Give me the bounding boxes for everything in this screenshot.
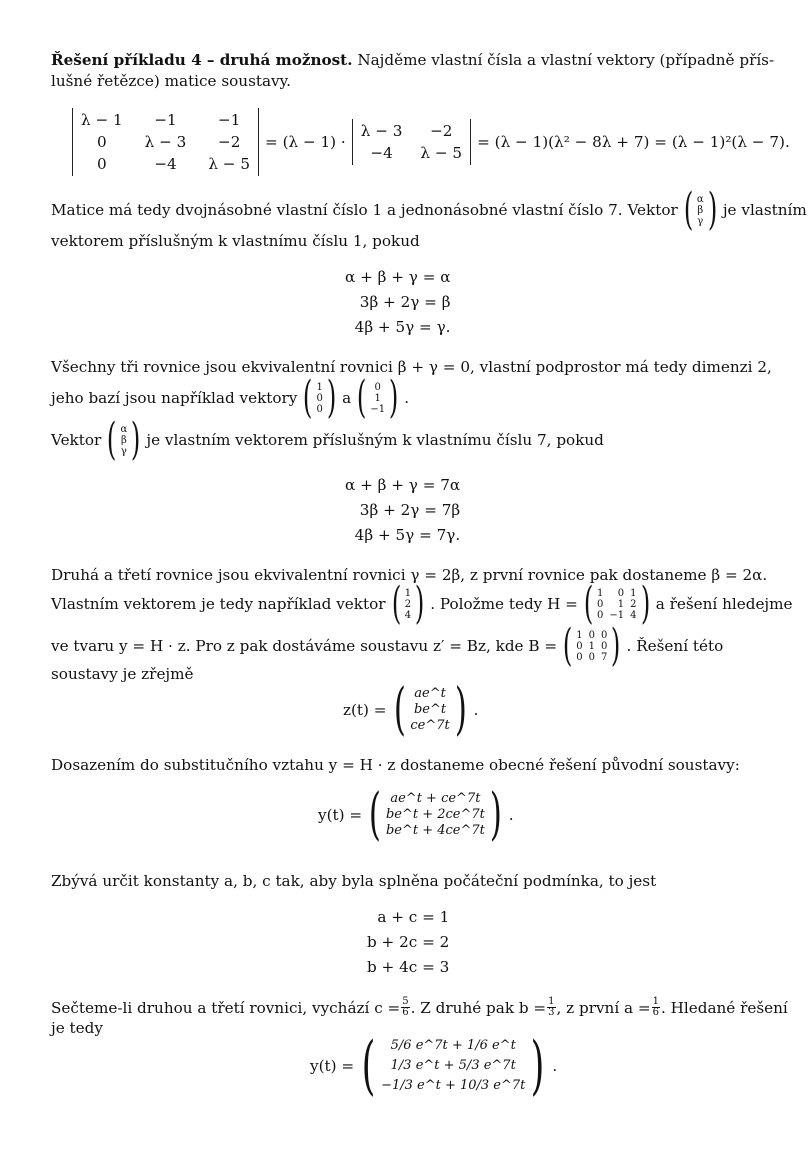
para7-line-2: je tedy (51, 1019, 103, 1037)
cell: −2 (217, 133, 241, 151)
entry: β (697, 204, 704, 216)
equation: 3β + 2γ = 7β (359, 501, 461, 519)
fraction-a (652, 997, 660, 1018)
text: . Hledané řešení (661, 998, 788, 1017)
entry: 1 (404, 587, 412, 599)
text: je vlastním (722, 201, 807, 219)
vector: ( ae^t + ce^7t be^t + 2ce^7t be^t + 4ce^7t ) (369, 782, 502, 847)
entry: 0 (601, 629, 608, 641)
entry: 0 (617, 587, 625, 599)
entry: 0 (597, 598, 604, 610)
para2-line-1: Všechny tři rovnice jsou ekvivalentní rovnici β + γ = 0, vlastní podprostor má tedy dimenzi 2, (51, 358, 772, 376)
entry: 2 (404, 598, 412, 610)
cell: −1 (154, 111, 177, 129)
text: je vlastním vektorem příslušným k vlastnímu číslu 7, pokud (146, 431, 604, 449)
cell: −4 (154, 155, 177, 173)
entry: 1 (617, 598, 625, 610)
cell: λ − 5 (208, 155, 251, 173)
num: 5 (402, 996, 409, 1007)
num: 1 (548, 996, 555, 1007)
cell: 0 (97, 155, 107, 173)
text: Sečteme-li druhou a třetí rovnici, vychází c = (51, 998, 401, 1017)
entry: ae^t + ce^7t (390, 791, 481, 806)
entry: 1 (597, 587, 604, 599)
equation-system-1 (345, 265, 451, 340)
entry: ce^7t (410, 718, 450, 733)
para2-line-2 (51, 372, 410, 423)
equation: α + β + γ = α (345, 268, 451, 286)
entry: 0 (316, 392, 323, 404)
characteristic-polynomial: = (λ − 1)(λ² − 8λ + 7) = (λ − 1)²(λ − 7). (477, 133, 790, 151)
para4-line-2 (51, 578, 793, 629)
para7-line-1 (51, 996, 788, 1018)
cell: −1 (217, 111, 241, 129)
eigenvector-7: ( 1 2 4 ) (391, 578, 425, 629)
entry: 0 (576, 651, 583, 663)
equation-system-2 (345, 473, 460, 548)
cell: λ − 5 (420, 144, 463, 162)
text: . (404, 389, 410, 407)
equation: α + β + γ = 7α (345, 476, 461, 494)
entry: 0 (588, 651, 595, 663)
entry: −1 (609, 609, 625, 621)
matrix-H: ( 1 0 1 0 1 2 0 −1 4 ) (583, 578, 650, 629)
vector: ( 5/6 e^7t + 1/6 e^t 1/3 e^t + 5/3 e^7t −1/3 e^t + 10/3 e^7t ) (361, 1029, 545, 1103)
entry: 1 (374, 392, 381, 404)
cell: λ − 3 (144, 133, 187, 151)
entry: −1 (370, 403, 386, 415)
basis-vector-2: ( 0 1 −1 ) (357, 372, 399, 423)
fraction-c (401, 997, 409, 1018)
final-solution (310, 1029, 558, 1103)
cell: λ − 3 (360, 122, 403, 140)
cell: −2 (430, 122, 453, 140)
y-general-solution (318, 782, 514, 847)
entry: 1 (630, 587, 637, 599)
vector-alpha-beta-gamma: ( α β γ ) (683, 184, 717, 235)
matrix-B: ( 1 0 0 0 1 0 0 0 7 ) (562, 620, 621, 671)
para4-line-1: Druhá a třetí rovnice jsou ekvivalentní rovnici γ = 2β, z první rovnice pak dostaneme β = 2α. (51, 566, 768, 584)
entry: be^t (413, 702, 447, 717)
text: Vektor (51, 431, 102, 449)
factor: = (λ − 1) · (265, 133, 346, 151)
entry: 5/6 e^7t + 1/6 e^t (390, 1038, 516, 1053)
vector-alpha-beta-gamma: ( α β γ ) (107, 414, 141, 465)
equation: 4β + 5γ = γ. (354, 318, 451, 336)
entry: 2 (630, 598, 637, 610)
fraction-b (547, 997, 555, 1018)
equation-system-3 (367, 905, 449, 980)
cell: λ − 1 (81, 111, 123, 129)
para1-line-1 (51, 184, 807, 235)
para5: Dosazením do substitučního vztahu y = H · z dostaneme obecné řešení původní soustavy: (51, 756, 740, 774)
intro-line-1 (51, 50, 775, 70)
text: Vlastním vektorem je tedy například vektor (51, 595, 386, 613)
text: , z první a = (556, 998, 651, 1017)
equation: 4β + 5γ = 7γ. (354, 526, 461, 544)
lhs: z(t) = (343, 701, 387, 719)
text: . Z druhé pak b = (410, 998, 547, 1017)
text: Matice má tedy dvojnásobné vlastní číslo 1 a jednonásobné vlastní číslo 7. Vektor (51, 201, 678, 219)
intro-line-2: lušné řetězce) matice soustavy. (51, 72, 291, 90)
basis-vector-1: ( 1 0 0 ) (303, 372, 337, 423)
text: . Položme tedy H = (430, 595, 578, 613)
equation: b + 2c = 2 (367, 933, 450, 951)
equation: 3β + 2γ = β (359, 293, 451, 311)
entry: 0 (588, 629, 595, 641)
para4-line-3 (51, 620, 760, 671)
entry: 1 (576, 629, 583, 641)
cell: 0 (97, 133, 107, 151)
text: . Řešení této (626, 637, 724, 655)
entry: γ (120, 445, 127, 457)
entry: γ (697, 215, 704, 227)
entry: 0 (601, 640, 608, 652)
entry: β (120, 434, 127, 446)
vector: ( ae^t be^t ce^7t ) (393, 677, 467, 742)
z-solution (343, 677, 479, 742)
den: 6 (652, 1007, 659, 1018)
entry: ae^t (414, 686, 446, 701)
para3-line (51, 414, 604, 465)
entry: 1 (316, 381, 323, 393)
para1-line-2: vektorem příslušným k vlastnímu číslu 1, pokud (51, 232, 420, 250)
entry: be^t + 2ce^7t (385, 807, 485, 822)
den: 6 (402, 1007, 409, 1018)
text: . (473, 701, 479, 719)
lhs: y(t) = (310, 1057, 355, 1075)
entry: 0 (316, 403, 323, 415)
cell: −4 (370, 144, 393, 162)
text: a řešení hledejme (655, 595, 793, 613)
entry: 0 (576, 640, 583, 652)
entry: 1 (588, 640, 595, 652)
den: 3 (548, 1007, 555, 1018)
entry: 0 (374, 381, 381, 393)
text: a (342, 389, 352, 407)
entry: 1/3 e^t + 5/3 e^7t (390, 1058, 516, 1073)
text: . (508, 806, 514, 824)
equation: b + 4c = 3 (367, 958, 450, 976)
matrix-2x2 (352, 119, 471, 165)
num: 1 (652, 996, 659, 1007)
solution-heading: Řešení příkladu 4 – druhá možnost. (51, 51, 353, 69)
entry: 4 (404, 609, 412, 621)
para4-line-4: soustavy je zřejmě (51, 665, 194, 683)
determinant-equation (72, 108, 790, 176)
entry: 0 (597, 609, 604, 621)
entry: −1/3 e^t + 10/3 e^7t (381, 1078, 526, 1093)
text: ve tvaru y = H · z. Pro z pak dostáváme soustavu z′ = Bz, kde B = (51, 637, 558, 655)
equation: a + c = 1 (377, 908, 450, 926)
lhs: y(t) = (318, 806, 363, 824)
intro-text: Najděme vlastní čísla a vlastní vektory (případně přís- (352, 51, 775, 69)
matrix-3x3 (72, 108, 259, 176)
entry: 4 (630, 609, 637, 621)
entry: 7 (601, 651, 608, 663)
entry: α (120, 423, 128, 435)
text: jeho bazí jsou například vektory (51, 389, 298, 407)
text: . (552, 1057, 558, 1075)
entry: be^t + 4ce^7t (385, 823, 485, 838)
entry: α (696, 193, 704, 205)
para6: Zbývá určit konstanty a, b, c tak, aby byla splněna počáteční podmínka, to jest (51, 872, 657, 890)
